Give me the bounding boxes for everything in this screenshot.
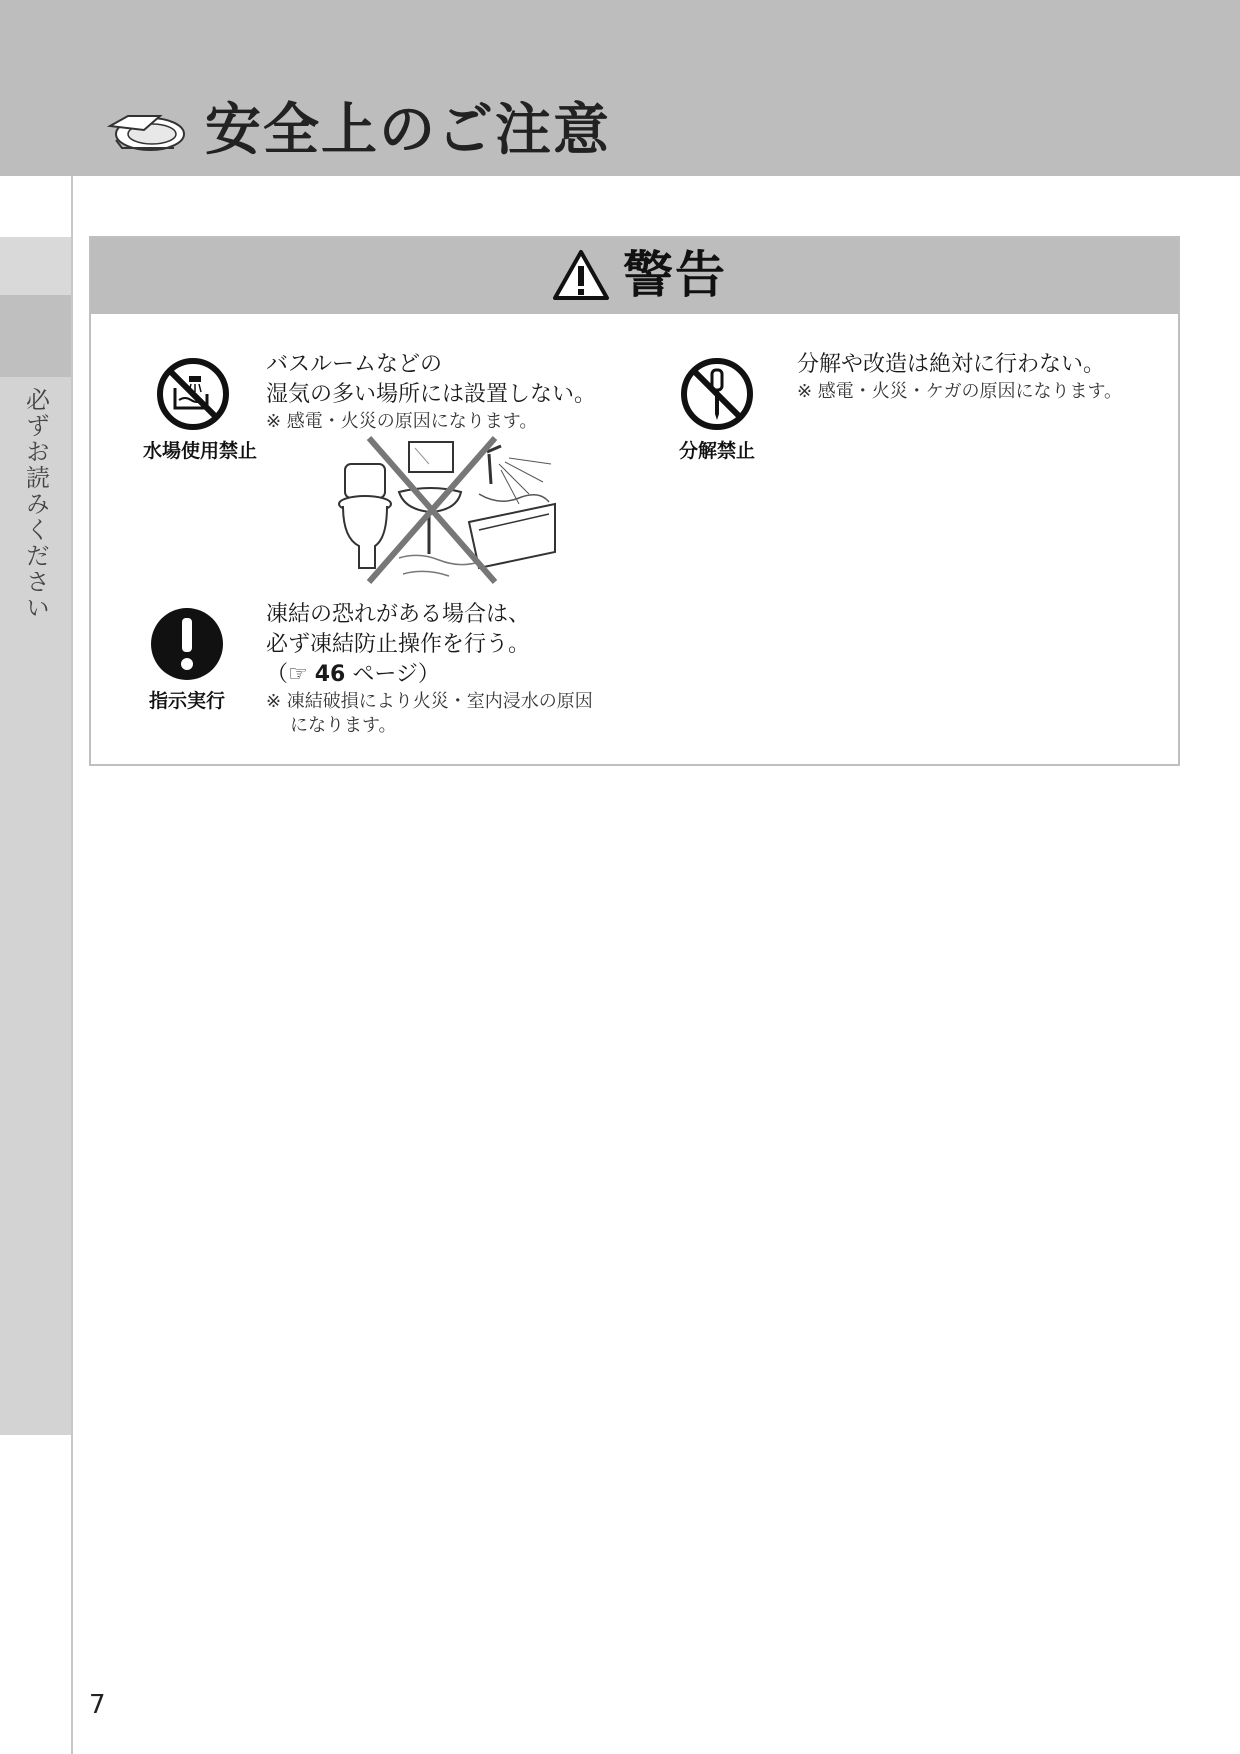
symbol-no-disassembly: [667, 356, 767, 463]
page-title: 安全上のご注意: [205, 98, 611, 163]
item-line: バスルームなどの: [266, 352, 443, 377]
warning-header: [91, 238, 1178, 314]
item-note: ※ 凍結破損により火災・室内浸水の原因: [266, 691, 593, 712]
symbol-mandatory-action: [137, 606, 237, 713]
warning-item-3: [266, 600, 593, 738]
warning-box: [89, 236, 1180, 766]
bathroom-prohibited-illustration: [329, 434, 559, 592]
mandatory-action-icon: [149, 606, 225, 682]
item-line: 湿気の多い場所には設置しない。: [266, 382, 597, 407]
side-tab: [0, 237, 71, 1435]
toilet-seat-icon: [104, 104, 188, 160]
no-water-area-icon: [155, 356, 231, 432]
warning-title: 警告: [623, 246, 727, 304]
side-tab-upper: [0, 237, 71, 295]
margin-rule: [71, 176, 73, 1754]
symbol-label: 指示実行: [148, 690, 225, 712]
page-number: 7: [89, 1690, 106, 1720]
page-reference[interactable]: [266, 660, 593, 690]
side-tab-marker: [0, 295, 71, 377]
page-ref-open: （☞: [266, 662, 315, 687]
symbol-label: 分解禁止: [678, 440, 755, 462]
item-line: 分解や改造は絶対に行わない。: [797, 352, 1106, 377]
warning-item-2: [797, 350, 1122, 404]
item-note: ※ 感電・火災・ケガの原因になります。: [797, 381, 1123, 402]
symbol-label: 水場使用禁止: [143, 440, 258, 462]
item-line: 必ず凍結防止操作を行う。: [266, 632, 531, 657]
warning-triangle-icon: [551, 248, 611, 302]
symbol-no-water-area: [143, 356, 258, 463]
side-tab-label: 必ずお読みください: [21, 387, 50, 621]
item-line: 凍結の恐れがある場合は、: [266, 602, 531, 627]
item-note: ※ 感電・火災の原因になります。: [266, 411, 538, 432]
page-ref-close: ページ）: [345, 662, 440, 687]
warning-item-1: [266, 350, 596, 434]
no-disassembly-icon: [679, 356, 755, 432]
item-note: になります。: [290, 715, 397, 736]
page-ref-number: 46: [314, 662, 346, 687]
